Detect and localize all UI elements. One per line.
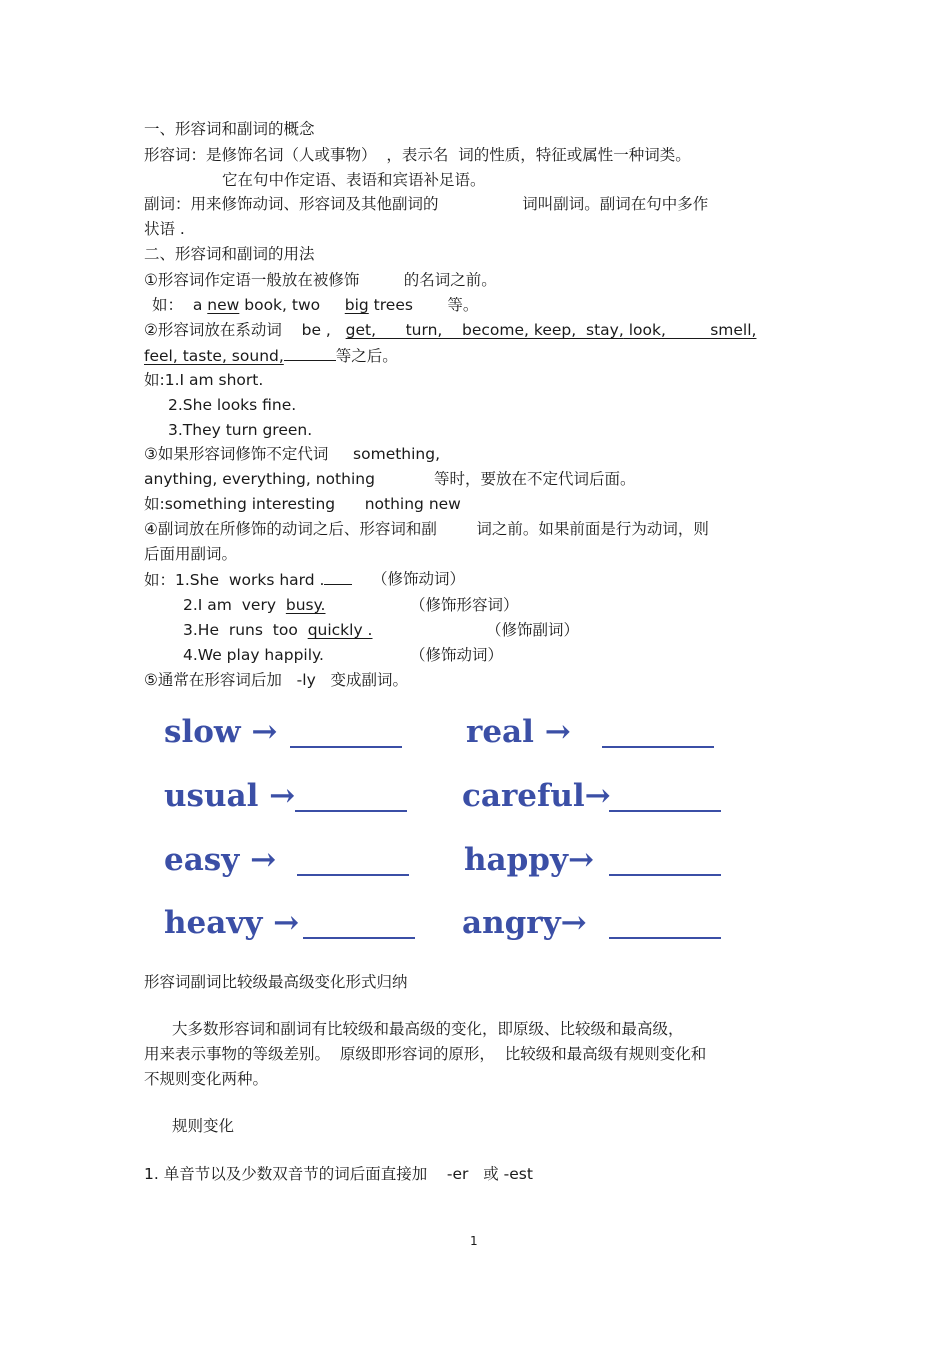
rule-1-example-big: big	[344, 296, 369, 314]
rule-1-example-part-a: 如： a	[152, 296, 208, 314]
adjective-definition-line-2: 它在句中作定语、表语和宾语补足语。	[222, 171, 486, 189]
rule-3-example: 如:something interesting nothing new	[144, 495, 461, 513]
exercise-blank-angry	[609, 937, 721, 939]
rule-2-example-1: 如:1.I am short.	[144, 371, 264, 389]
rule-4-line-1: ④副词放在所修饰的动词之后、形容词和副 词之前。如果前面是行为动词，则	[144, 520, 709, 538]
rule-4-example-1	[144, 569, 352, 590]
rule-2-blank	[284, 345, 336, 361]
adverb-definition-line-1: 副词：用来修饰动词、形容词及其他副词的 词叫副词。副词在句中多作	[144, 195, 709, 213]
rule-4-example-3	[183, 620, 373, 640]
exercise-blank-slow	[290, 746, 402, 748]
rule-4-example-2-note: （修饰形容词）	[410, 596, 519, 614]
rule-2-example-2: 2.She looks fine.	[168, 396, 297, 414]
rule-4-line-2: 后面用副词。	[144, 545, 238, 563]
section-2-paragraph-line-2: 用来表示事物的等级差别。 原级即形容词的原形， 比较级和最高级有规则变化和	[144, 1045, 707, 1063]
section-heading-2: 二、形容词和副词的用法	[144, 245, 315, 263]
rule-2-linking-verbs: get, turn, become, keep, stay,	[345, 321, 624, 339]
exercise-blank-careful	[609, 810, 721, 812]
page-number: 1	[470, 1234, 478, 1248]
rule-3-line-2: anything, everything, nothing 等时，要放在不定代词后面。	[144, 470, 636, 488]
exercise-blank-easy	[297, 874, 409, 876]
rule-4-example-1-blank	[324, 569, 352, 585]
rule-5: ⑤通常在形容词后加 -ly 变成副词。	[144, 671, 409, 689]
exercise-blank-usual	[295, 810, 407, 812]
rule-1-example-part-c: trees 等。	[368, 296, 479, 314]
rule-1-example-part-b: book, two	[239, 296, 345, 314]
rule-4-example-2-text: 2.I am very	[183, 596, 286, 614]
rule-1-example-new: new	[207, 296, 240, 314]
exercise-blank-real	[602, 746, 714, 748]
rule-4-example-4-note: （修饰动词）	[410, 646, 504, 664]
rule-4-example-3-text: 3.He runs too	[183, 621, 308, 639]
rule-3-line-1: ③如果形容词修饰不定代词 something,	[144, 445, 441, 463]
rule-4-example-3-quickly: quickly .	[307, 621, 373, 639]
rule-2-line-2-verbs: feel, taste, sound,	[144, 347, 284, 365]
section-2-paragraph-line-1: 大多数形容词和副词有比较级和最高级的变化，即原级、比较级和最高级，	[172, 1020, 684, 1038]
exercise-word-angry: angry→	[462, 905, 587, 941]
adjective-definition-line-1: 形容词：是修饰名词（人或事物） ，表示名 词的性质，特征或属性一种词类。	[144, 146, 691, 164]
exercise-word-usual: usual →	[164, 778, 296, 814]
rule-2-line-2-end: 等之后。	[335, 347, 398, 365]
exercise-word-heavy: heavy →	[164, 905, 300, 941]
rule-4-example-4: 4.We play happily.	[183, 646, 324, 664]
exercise-word-happy: happy→	[464, 842, 594, 878]
section-2-title: 形容词副词比较级最高级变化形式归纳	[144, 973, 408, 991]
rule-1: ①形容词作定语一般放在被修饰 的名词之前。	[144, 271, 497, 289]
rule-2-part-a: ②形容词放在系动词 be ,	[144, 321, 346, 339]
rule-1-example	[152, 295, 478, 315]
section-2-subheading: 规则变化	[172, 1117, 235, 1135]
exercise-word-slow: slow →	[164, 714, 278, 750]
section-heading-1: 一、形容词和副词的概念	[144, 120, 315, 138]
rule-4-example-1-note: （修饰动词）	[372, 570, 466, 588]
rule-2-line-1	[144, 320, 756, 340]
exercise-word-real: real →	[466, 714, 571, 750]
rule-2-line-2	[144, 345, 398, 366]
rule-4-example-2	[183, 595, 326, 615]
rule-4-example-3-note: （修饰副词）	[486, 621, 580, 639]
exercise-blank-happy	[609, 874, 721, 876]
exercise-blank-heavy	[303, 937, 415, 939]
rule-2-example-3: 3.They turn green.	[168, 421, 313, 439]
rule-4-example-2-busy: busy.	[285, 596, 326, 614]
adverb-definition-line-2: 状语 .	[144, 220, 185, 238]
rule-4-example-1-text: 如：1.She works hard .	[144, 571, 325, 589]
exercise-word-careful: careful→	[462, 778, 611, 814]
section-2-paragraph-line-3: 不规则变化两种。	[144, 1070, 269, 1088]
exercise-word-easy: easy →	[164, 842, 277, 878]
rule-2-linking-verbs-2: look, smell,	[623, 321, 757, 339]
section-2-item-1: 1. 单音节以及少数双音节的词后面直接加 -er 或 -est	[144, 1165, 533, 1183]
